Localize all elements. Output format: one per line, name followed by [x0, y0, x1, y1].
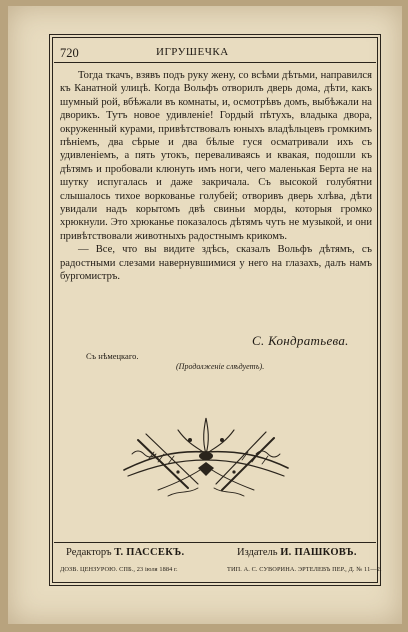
continued-note: (Продолженіе слѣдуетъ). [176, 362, 265, 371]
paragraph: Тогда ткачъ, взявъ подъ руку жену, со всѣми дѣтьми, направился къ Канатной улицѣ. Когда Вольфъ отворилъ дверь дома, дѣти, какъ шумный рой, вбѣжали въ комнаты, и, осмотрѣвъ домъ, выбѣжали на дворикъ. Тутъ новое удивленіе! Гордый пѣтухъ, владыка двора, окруженный курами, привѣтствовалъ юныхъ владѣльцевъ громкимъ пѣніемъ, два сѣрые и два бѣлые гуся осматривали ихъ съ удивленіемъ, а пять утокъ, переваливаясь и квакая, подошли къ дѣтямъ и пробовали клюнуть имъ ноги, чего маленькая Берта не на шутку испугалась и даже закричала. Съ высокой голубятни слышалось тихое воркованье голубей; отворивъ дверь хлѣва, дѣти увидали надъ корытомъ двѣ свиньи морды, которыя громко хрюкнули. Это хрюканье показалось дѣтямъ чуть не музыкой, и они привѣтствовали животныхъ радостнымъ крикомъ. [60, 70, 372, 242]
publisher-name: И. ПАШКОВЪ. [280, 547, 357, 558]
decorative-vignette [118, 410, 294, 502]
publisher-label: Издатель [237, 547, 278, 558]
footer-rule [54, 542, 376, 543]
editor-name: Т. ПАССЕКЪ. [114, 547, 185, 558]
paragraph: — Все, что вы видите здѣсь, сказалъ Вольфъ дѣтямъ, съ радостными слезами навернувшимися у него на глазахъ, далъ намъ бургомистръ. [60, 244, 372, 283]
page-number: 720 [60, 46, 79, 60]
header-rule [54, 62, 376, 63]
article-body [60, 69, 372, 284]
editor-credit [66, 547, 184, 558]
page-header [60, 44, 372, 64]
editor-label: Редакторъ [66, 547, 112, 558]
censor-imprint: ДОЗВ. ЦЕНЗУРОЮ. СПБ., 23 іюля 1884 г. [60, 566, 178, 573]
translation-note: Съ нѣмецкаго. [86, 351, 139, 361]
running-title: ИГРУШЕЧКА [156, 46, 229, 58]
author-signature: С. Кондратьева. [252, 333, 349, 348]
printer-imprint: ТИП. А. С. СУВОРИНА. ЭРТЕЛЕВЪ ПЕР., Д. № 11—2. [227, 566, 382, 573]
publisher-credit [237, 547, 357, 558]
